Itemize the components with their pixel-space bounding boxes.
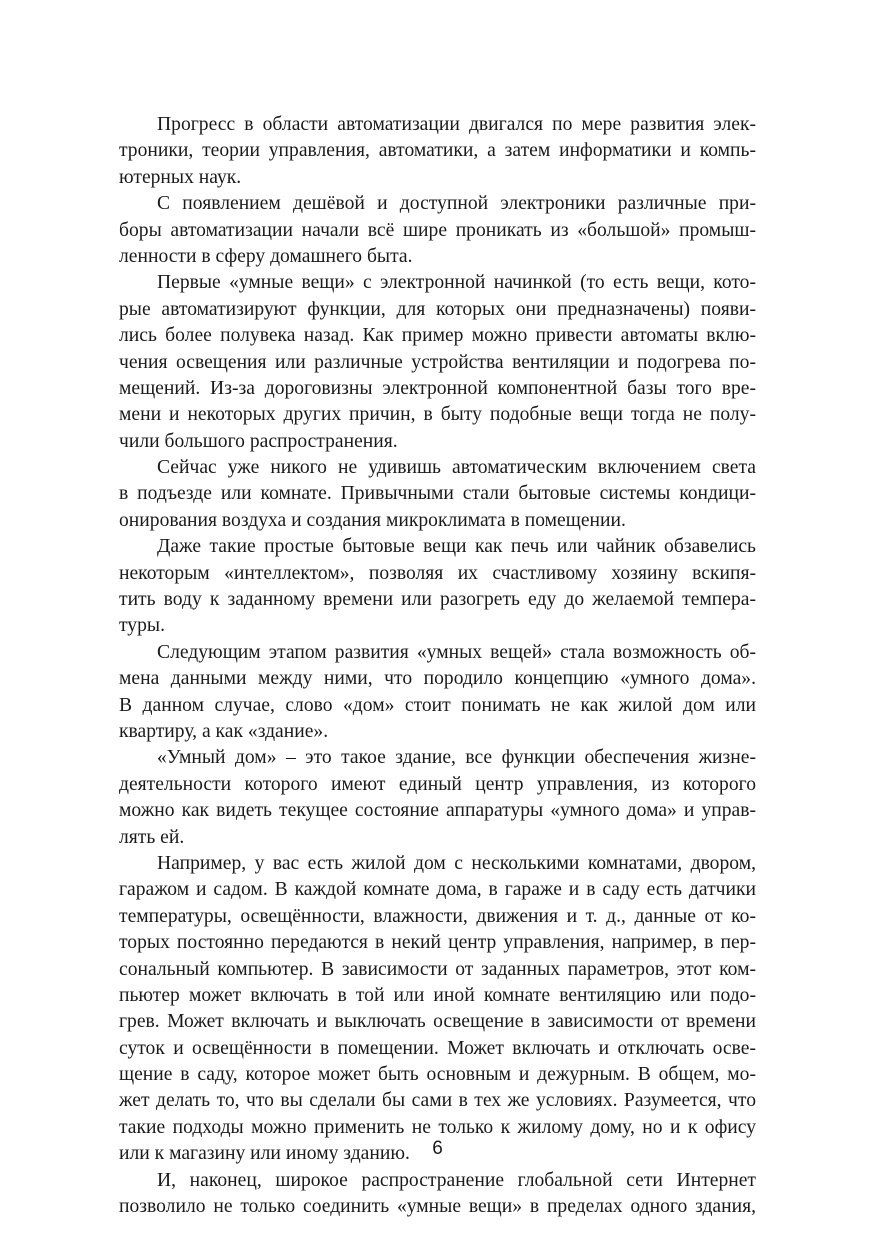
text-line: Например, у вас есть жилой дом с несколькими комнатами, двором,	[157, 852, 756, 874]
paragraph	[119, 112, 756, 191]
text-line: Первые «умные вещи» с электронной начинкой (то есть вещи, кото-	[157, 272, 756, 294]
text-line: Следующим этапом развития «умных вещей» стала возможность об-	[157, 641, 756, 663]
text-line: гаражом и садом. В каждой комнате дома, в гараже и в саду есть датчики	[119, 879, 756, 901]
body-text	[119, 112, 756, 1220]
paragraph	[119, 455, 756, 534]
text-line: туры.	[119, 615, 165, 637]
text-line: квартиру, а как «здание».	[119, 720, 329, 742]
paragraph	[119, 1168, 756, 1221]
text-line: чения освещения или различные устройства вентиляции и подогрева по-	[119, 351, 756, 373]
text-line: лись более полувека назад. Как пример можно привести автоматы вклю-	[119, 325, 756, 347]
text-line: пьютер может включать в той или иной комнате вентиляцию или подо-	[119, 984, 756, 1006]
text-line: или к магазину или иному зданию.	[119, 1143, 410, 1165]
text-line: лять ей.	[119, 826, 185, 848]
text-line: мена данными между ними, что породило концепцию «умного дома».	[119, 668, 756, 690]
text-line: такие подходы можно применить не только к жилому дому, но и к офису	[119, 1116, 756, 1138]
paragraph	[119, 534, 756, 640]
text-line: мещений. Из-за дороговизны электронной компонентной базы того вре-	[119, 377, 756, 399]
text-line: «Умный дом» – это такое здание, все функции обеспечения жизне-	[157, 747, 756, 769]
text-line: можно как видеть текущее состояние аппаратуры «умного дома» и управ-	[119, 800, 756, 822]
text-line: некоторым «интеллектом», позволяя их счастливому хозяину вскипя-	[119, 562, 756, 584]
text-line: С появлением дешёвой и доступной электроники различные при-	[157, 193, 756, 215]
text-line: суток и освещённости в помещении. Может включать и отключать осве-	[119, 1037, 756, 1059]
text-line: торых постоянно передаются в некий центр управления, например, в пер-	[119, 932, 756, 954]
text-line: онирования воздуха и создания микроклимата в помещении.	[119, 509, 626, 531]
paragraph	[119, 851, 756, 1168]
text-line: температуры, освещённости, влажности, движения и т. д., данные от ко-	[119, 905, 756, 927]
text-line: грев. Может включать и выключать освещение в зависимости от времени	[119, 1011, 756, 1033]
text-line: позволило не только соединить «умные вещи» в пределах одного здания,	[119, 1196, 756, 1218]
text-line: в подъезде или комнате. Привычными стали бытовые системы кондици-	[119, 483, 756, 505]
text-line: сональный компьютер. В зависимости от заданных параметров, этот ком-	[119, 958, 756, 980]
text-line: щение в саду, которое может быть основным и дежурным. В общем, мо-	[119, 1064, 756, 1086]
text-line: боры автоматизации начали всё шире проникать из «большой» промыш-	[119, 219, 756, 241]
text-line: ютерных наук.	[119, 166, 242, 188]
text-line: мени и некоторых других причин, в быту подобные вещи тогда не полу-	[119, 404, 756, 426]
text-line: чили большого распространения.	[119, 430, 398, 452]
text-line: тить воду к заданному времени или разогреть еду до желаемой темпера-	[119, 589, 756, 611]
text-line: Сейчас уже никого не удивишь автоматическим включением света	[157, 457, 756, 479]
text-line: Прогресс в области автоматизации двигался по мере развития элек-	[157, 114, 756, 135]
text-line: троники, теории управления, автоматики, а затем информатики и компь-	[119, 140, 756, 162]
text-line: Даже такие простые бытовые вещи как печь или чайник обзавелись	[157, 536, 756, 558]
text-line: жет делать то, что вы сделали бы сами в тех же условиях. Разумеется, что	[119, 1090, 756, 1112]
text-line: рые автоматизируют функции, для которых они предназначены) появи-	[119, 298, 756, 320]
text-line: В данном случае, слово «дом» стоит понимать не как жилой дом или	[119, 694, 756, 716]
text-line: деятельности которого имеют единый центр управления, из которого	[119, 773, 756, 795]
page-number: 6	[432, 1138, 443, 1159]
paragraph	[119, 191, 756, 270]
paragraph	[119, 270, 756, 455]
text-line: ленности в сферу домашнего быта.	[119, 245, 413, 267]
paragraph	[119, 745, 756, 851]
paragraph	[119, 640, 756, 746]
text-line: И, наконец, широкое распространение глобальной сети Интернет	[157, 1169, 756, 1191]
